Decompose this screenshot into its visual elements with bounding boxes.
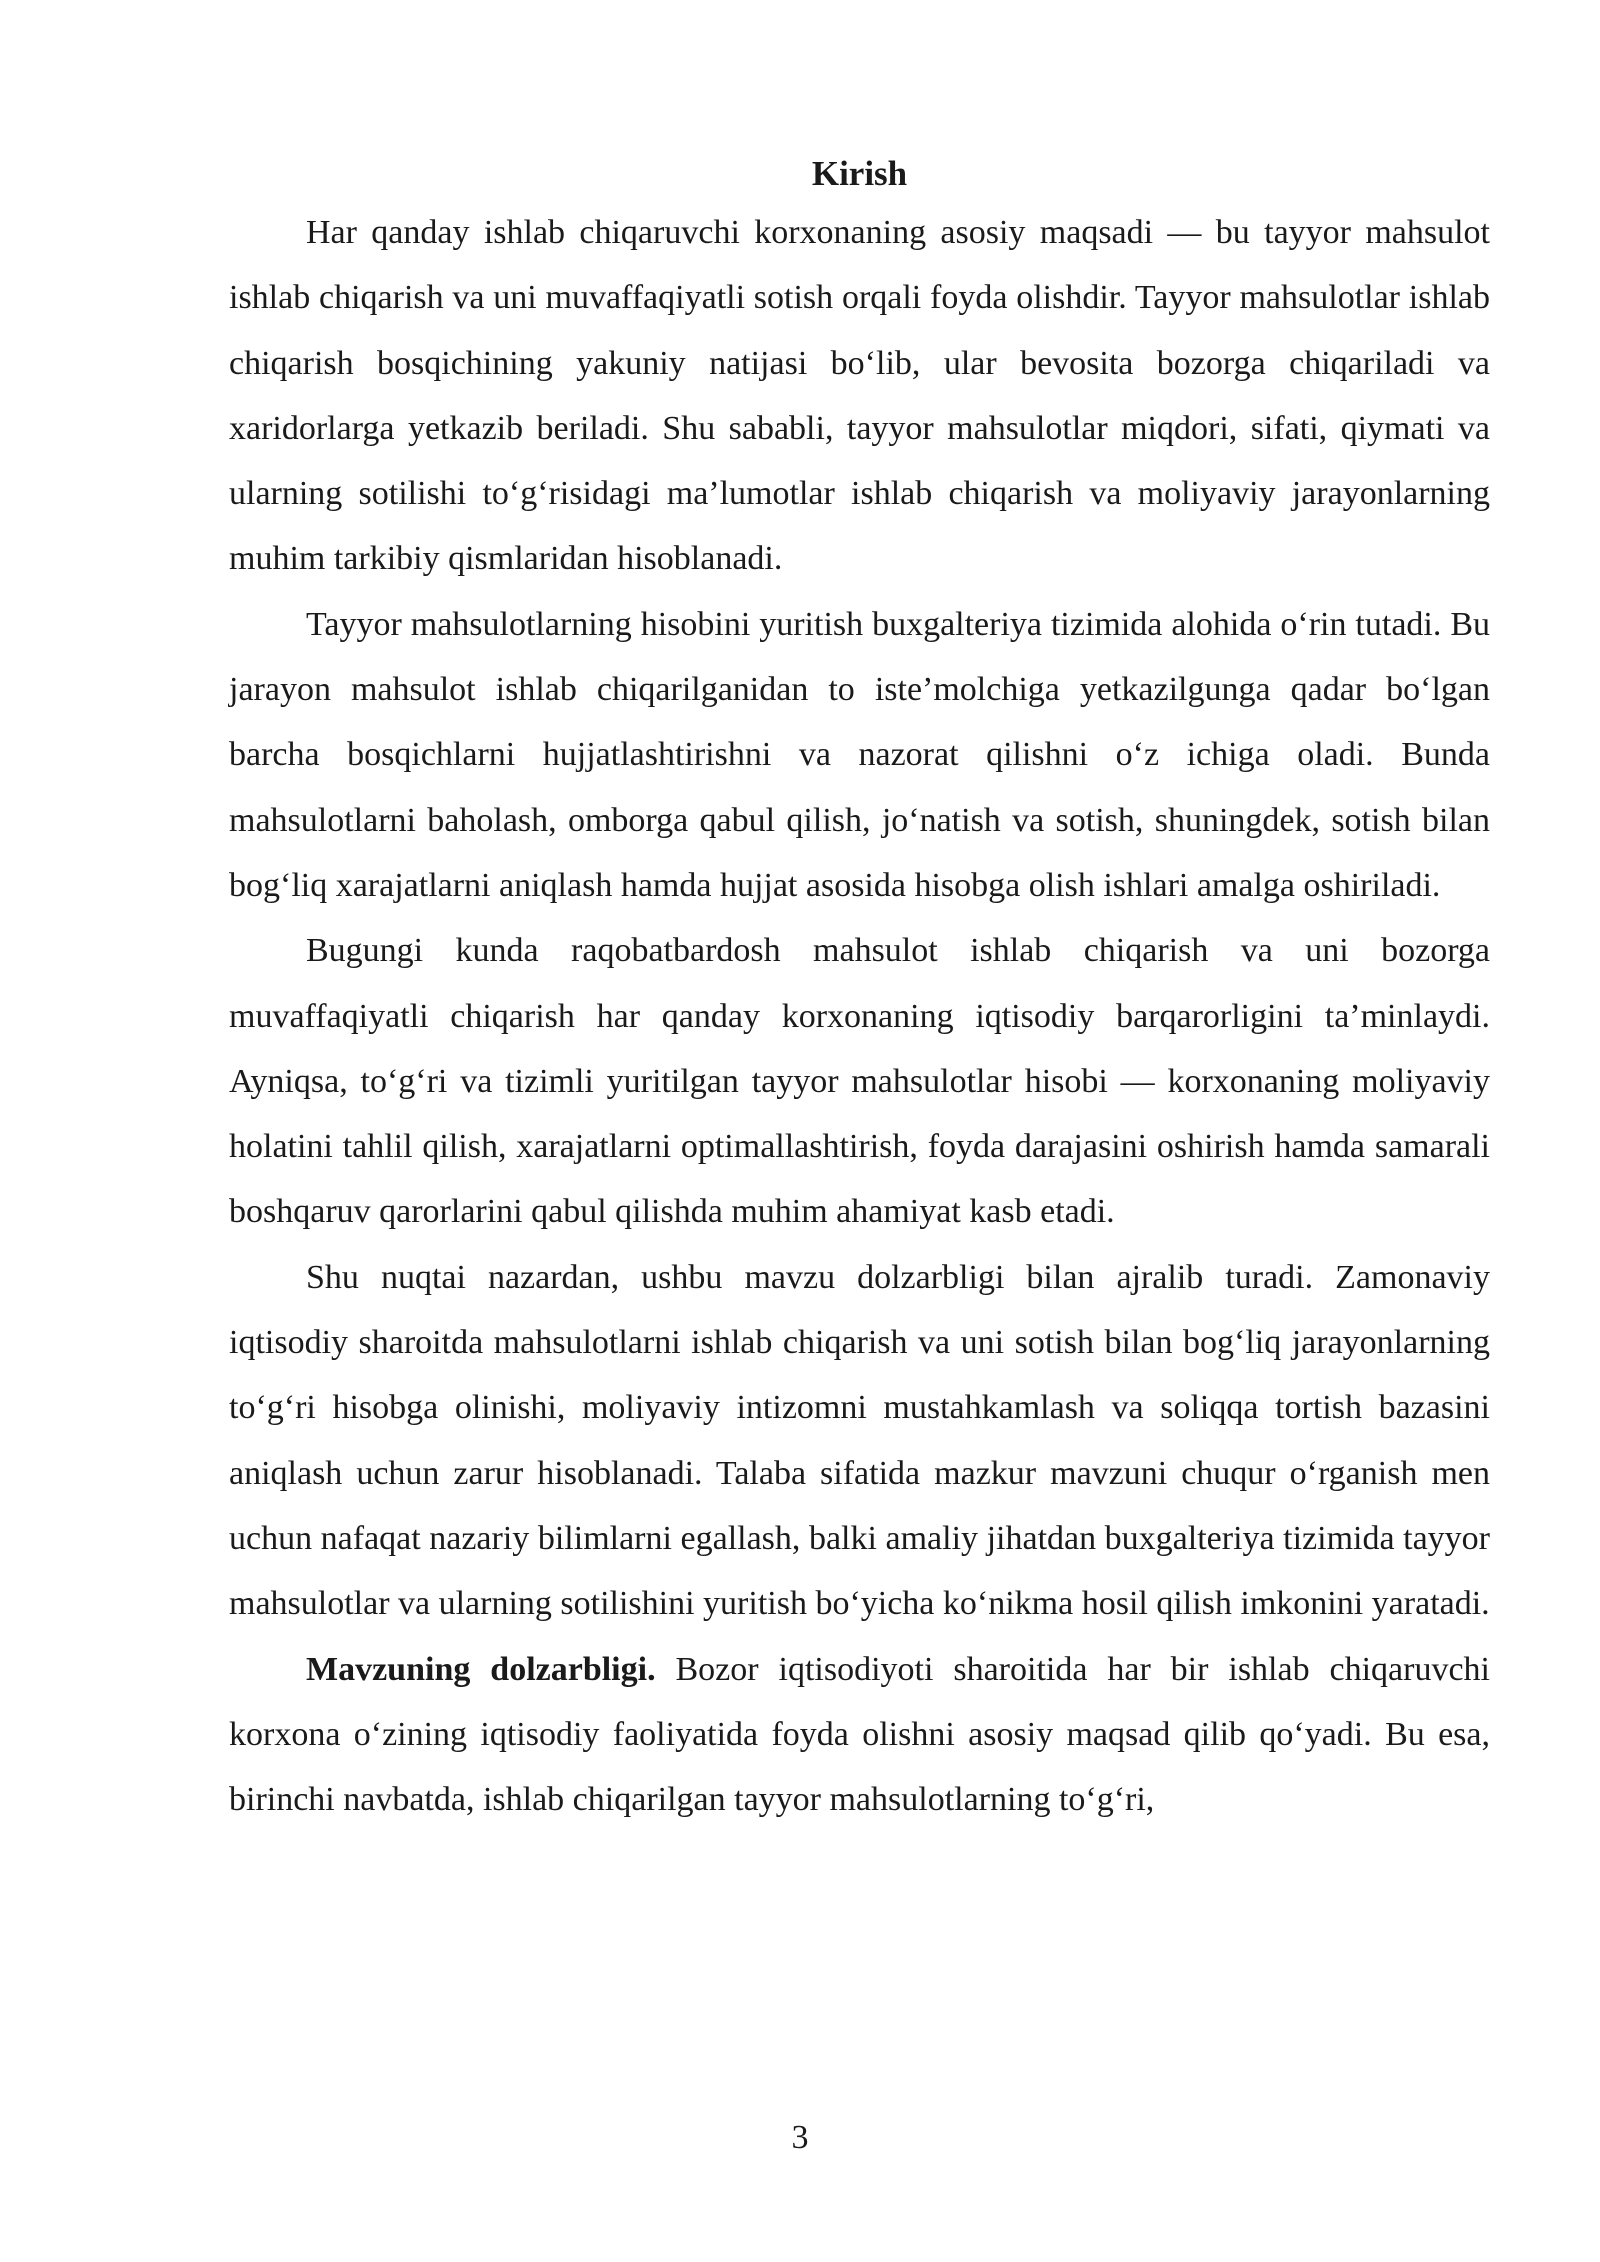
- paragraph-text: Bozor iqtisodiyoti sharoitida har bir ishlab chiqaruvchi korxona o‘zining iqtisodiy faoliyatida foyda olishni asosiy maqsad qilib qo‘yadi. Bu esa, birinchi navbatda, ishlab chiqarilgan tayyor mahsulotlarning to‘g‘ri,: [229, 1650, 1491, 1819]
- paragraph-4: [229, 1245, 1490, 1637]
- paragraph-3: [229, 918, 1490, 1244]
- paragraph-text: Har qanday ishlab chiqaruvchi korxonaning asosiy maqsadi — bu tayyor mahsulot ishlab chiqarish va uni muvaffaqiyatli sotish orqali foyda olishdir. Tayyor mahsulotlar ishlab chiqarish bosqichining yakuniy natijasi bo‘lib, ular bevosita bozorga chiqariladi va xaridorlarga yetkazib beriladi. Shu sababli, tayyor mahsulotlar miqdori, sifati, qiymati va ularning sotilishi to‘g‘risidagi ma’lumotlar ishlab chiqarish va moliyaviy jarayonlarning muhim tarkibiy qismlaridan hisoblanadi.: [229, 214, 1490, 578]
- paragraph-5: [229, 1637, 1490, 1833]
- paragraph-text: Tayyor mahsulotlarning hisobini yuritish buxgalteriya tizimida alohida o‘rin tutadi. Bu jarayon mahsulot ishlab chiqarilganidan to iste’molchiga yetkazilgunga qadar bo‘lgan barcha bosqichlarni hujjatlashtirishni va nazorat qilishni o‘z ichiga oladi. Bunda mahsulotlarni baholash, omborga qabul qilish, jo‘natish va sotish, shuningdek, sotish bilan bog‘liq xarajatlarni aniqlash hamda hujjat asosida hisobga olish ishlari amalga oshiriladi.: [229, 605, 1490, 904]
- paragraph-text: Bugungi kunda raqobatbardosh mahsulot ishlab chiqarish va uni bozorga muvaffaqiyatli chiqarish har qanday korxonaning iqtisodiy barqarorligini ta’minlaydi. Ayniqsa, to‘g‘ri va tizimli yuritilgan tayyor mahsulotlar hisobi — korxonaning moliyaviy holatini tahlil qilish, xarajatlarni optimallashtirish, foyda darajasini oshirish hamda samarali boshqaruv qarorlarini qabul qilishda muhim ahamiyat kasb etadi.: [229, 932, 1490, 1231]
- paragraph-lead: Mavzuning dolzarbligi.: [306, 1650, 656, 1688]
- section-heading: Kirish: [811, 154, 908, 193]
- page-number: 3: [791, 2119, 809, 2156]
- paragraph-2: [229, 592, 1490, 918]
- page-content: [229, 148, 1490, 1832]
- paragraph-1: [229, 200, 1490, 592]
- paragraph-text: Shu nuqtai nazardan, ushbu mavzu dolzarbligi bilan ajralib turadi. Zamonaviy iqtisodiy sharoitda mahsulotlarni ishlab chiqarish va uni sotish bilan bog‘liq jarayonlarning to‘g‘ri hisobga olinishi, moliyaviy intizomni mustahkamlash va soliqqa tortish bazasini aniqlash uchun zarur hisoblanadi. Talaba sifatida mazkur mavzuni chuqur o‘rganish men uchun nafaqat nazariy bilimlarni egallash, balki amaliy jihatdan buxgalteriya tizimida tayyor mahsulotlar va ularning sotilishini yuritish bo‘yicha ko‘nikma hosil qilish imkonini yaratadi.: [229, 1258, 1490, 1623]
